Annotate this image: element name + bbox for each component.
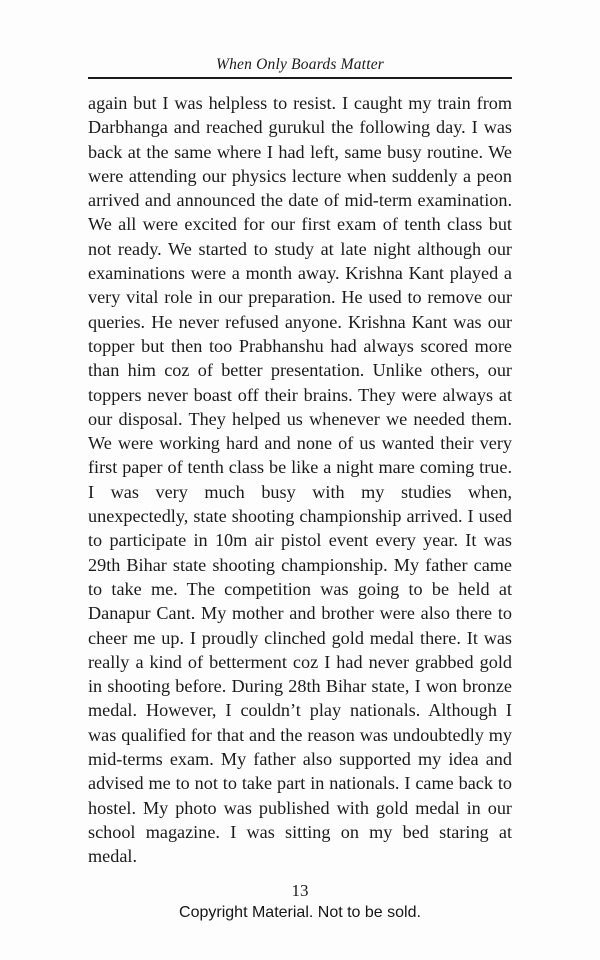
text-line: Darbhanga and reached gurukul the following day. I was xyxy=(88,117,512,138)
text-line: school magazine. I was sitting on my bed staring at medal. xyxy=(88,821,512,867)
text-line: cheer me up. I proudly clinched gold medal there. It was xyxy=(88,627,512,648)
text-line: toppers never boast off their brains. They were always at xyxy=(88,384,512,405)
page-number: 13 xyxy=(291,881,309,900)
text-line: arrived and announced the date of mid-term examination. xyxy=(88,190,512,211)
text-line: queries. He never refused anyone. Krishna Kant was our xyxy=(88,311,512,332)
text-line: examinations were a month away. Krishna Kant played a xyxy=(88,263,512,284)
header-rule xyxy=(88,77,512,79)
running-title: When Only Boards Matter xyxy=(215,56,385,73)
text-line: We all were excited for our first exam of tenth class but xyxy=(88,214,512,235)
running-header xyxy=(88,0,512,79)
text-line: really a kind of betterment coz I had never grabbed gold xyxy=(88,651,512,672)
text-line: unexpectedly, state shooting championship arrived. I used xyxy=(88,506,512,527)
text-line: hostel. My photo was published with gold medal in our xyxy=(88,797,512,818)
text-line: Danapur Cant. My mother and brother were also there to xyxy=(88,603,512,624)
text-line: was qualified for that and the reason was undoubtedly my xyxy=(88,724,512,745)
text-line: than him coz of better presentation. Unlike others, our xyxy=(88,360,512,381)
text-line: in shooting before. During 28th Bihar state, I won bronze xyxy=(88,676,512,697)
copyright-notice: Copyright Material. Not to be sold. xyxy=(179,904,421,921)
body-text xyxy=(88,91,512,867)
text-line: not ready. We started to study at late night although our xyxy=(88,238,512,259)
text-line: topper but then too Prabhanshu had always scored more xyxy=(88,335,512,356)
text-line: to take me. The competition was going to be held at xyxy=(88,578,512,599)
text-line: to participate in 10m air pistol event every year. It was xyxy=(88,530,512,551)
text-line: very vital role in our preparation. He used to remove our xyxy=(88,287,512,308)
text-line: again but I was helpless to resist. I caught my train from xyxy=(88,93,512,113)
text-line: mid-terms exam. My father also supported my idea and xyxy=(88,749,512,770)
text-line: medal. However, I couldn’t play nationals. Although I xyxy=(88,700,512,721)
text-line: our disposal. They helped us whenever we needed them. xyxy=(88,408,512,429)
text-line: were attending our physics lecture when suddenly a peon xyxy=(88,165,512,186)
text-line: 29th Bihar state shooting championship. My father came xyxy=(88,554,512,575)
text-line: We were working hard and none of us wanted their very xyxy=(88,433,512,454)
text-line: advised me to not to take part in nationals. I came back to xyxy=(88,773,512,794)
text-line: I was very much busy with my studies when, xyxy=(88,481,512,502)
text-line: back at the same where I had left, same busy routine. We xyxy=(88,141,512,162)
text-line: first paper of tenth class be like a night mare coming true. xyxy=(88,457,512,478)
